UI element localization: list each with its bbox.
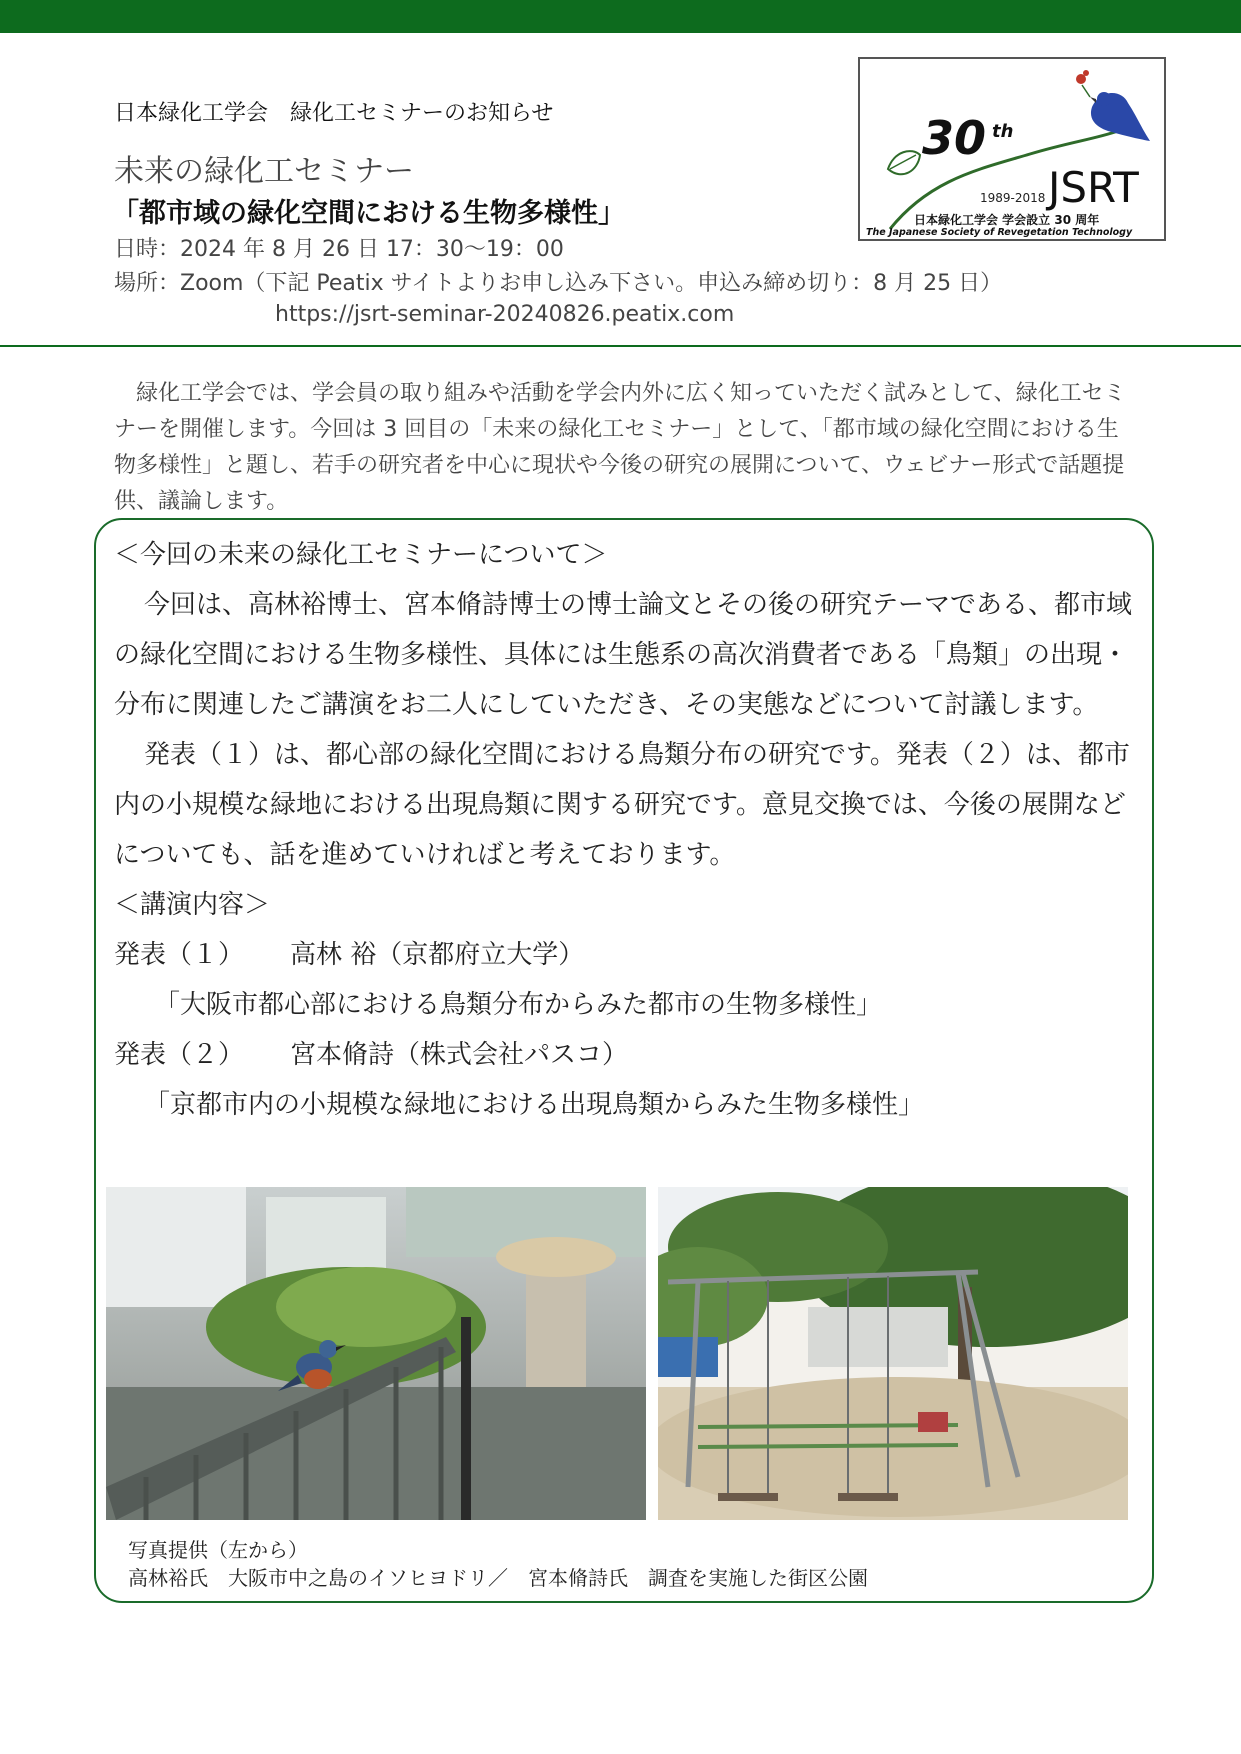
logo-suffix: th: [992, 121, 1014, 142]
logo-jp-text: 日本緑化工学会 学会設立 30 周年: [914, 213, 1100, 227]
event-place: 場所：Zoom（下記 Peatix サイトよりお申し込み下さい。申込み締め切り：8 月 25 日）: [114, 271, 1003, 296]
logo-years: 1989-2018: [980, 191, 1046, 205]
intro-section: [114, 376, 1134, 520]
about-heading: ＜今回の未来の緑化工セミナーについて＞: [114, 540, 608, 570]
leaf-icon: [888, 151, 920, 174]
talk-2-speaker-line: [114, 1030, 1134, 1080]
about-paragraph-2: 発表（１）は、都心部の緑化空間における鳥類分布の研究です。発表（２）は、都市内の小規模な緑地における出現鳥類に関する研究です。意見交換では、今後の展開などについても、話を進めていければと考えております。: [114, 740, 1130, 870]
program-heading: ＜講演内容＞: [114, 890, 271, 920]
about-paragraph-1: 今回は、高林裕博士、宮本脩詩博士の博士論文とその後の研究テーマである、都市域の緑化空間における生物多様性、具体には生態系の高次消費者である「鳥類」の出現・分布に関連したご講演をお二人にしていただき、その実態などについて討議します。: [114, 590, 1133, 720]
photo-caption: [128, 1536, 868, 1592]
top-green-bar: [0, 0, 1241, 33]
logo-abbrev: JSRT: [1048, 163, 1139, 212]
seminar-title: 「都市域の緑化空間における生物多様性」: [112, 198, 625, 229]
caption-line-2: 高林裕氏 大阪市中之島のイソヒヨドリ／ 宮本脩詩氏 調査を実施した街区公園: [128, 1566, 868, 1590]
talk-1-speaker-line: [114, 930, 1134, 980]
logo-number: 30: [922, 111, 987, 165]
registration-link[interactable]: https://jsrt-seminar-20240826.peatix.com: [275, 302, 735, 327]
header-divider: [0, 345, 1241, 347]
talk-1-label: 発表（１）: [114, 940, 245, 970]
talk-2-speaker: 宮本脩詩（株式会社パスコ）: [290, 1040, 629, 1070]
series-name: 未来の緑化工セミナー: [114, 154, 414, 189]
org-line: 日本緑化工学会 緑化工セミナーのお知らせ: [114, 101, 554, 126]
talk-1-title: 「大阪市都心部における鳥類分布からみた都市の生物多様性」: [154, 990, 883, 1020]
photo-neighborhood-park: [658, 1187, 1128, 1520]
jsrt-30th-logo: [858, 57, 1166, 241]
logo-en-text: The Japanese Society of Revegetation Technology: [866, 227, 1133, 238]
details-content: [114, 530, 1134, 1130]
caption-line-1: 写真提供（左から）: [128, 1538, 308, 1562]
photo-blue-rock-thrush: [106, 1187, 646, 1520]
talk-2-label: 発表（２）: [114, 1040, 245, 1070]
talk-1-speaker: 高林 裕（京都府立大学）: [290, 940, 585, 970]
talk-2-title: 「京都市内の小規模な緑地における出現鳥類からみた生物多様性」: [144, 1090, 925, 1120]
event-date: 日時：2024 年 8 月 26 日 17：30～19：00: [114, 237, 564, 262]
intro-paragraph: 緑化工学会では、学会員の取り組みや活動を学会内外に広く知っていただく試みとして、緑化工セミナーを開催します。今回は 3 回目の「未来の緑化工セミナー」として、「都市域の緑化空間における生物多様性」と題し、若手の研究者を中心に現状や今後の研究の展開について、ウェビナー形式で話題提供、議論します。: [114, 381, 1126, 514]
